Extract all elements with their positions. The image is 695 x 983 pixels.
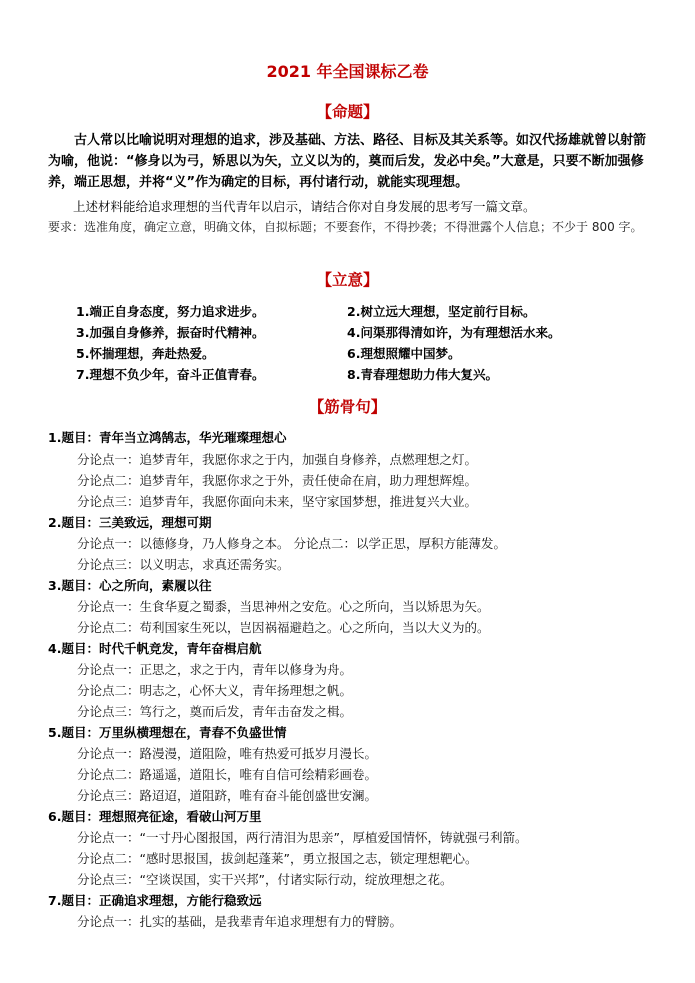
topic-heading-3: 3.题目：心之所向，素履以往: [48, 578, 212, 593]
idea-item-5: 5.怀揣理想，奔赴热爱。: [76, 346, 215, 361]
section-heading-jingu: 【筋骨句】: [308, 398, 387, 416]
topic-heading-6: 6.题目：理想照亮征途，看破山河万里: [48, 809, 262, 824]
idea-item-8: 8.青春理想助力伟大复兴。: [347, 367, 498, 382]
topic-point: 分论点三：笃行之，奠而后发，青年击奋发之楫。: [77, 704, 353, 719]
topic-point: 分论点二：“感时思报国，拔剑起蓬莱”，勇立报国之志，锁定理想靶心。: [77, 851, 478, 866]
topic-point: 分论点二：追梦青年，我愿你求之于外，责任使命在肩，助力理想辉煌。: [77, 473, 478, 488]
prompt-paragraph-2: 上述材料能给追求理想的当代青年以启示，请结合你对自身发展的思考写一篇文章。: [73, 199, 536, 214]
page-title: 2021 年全国课标乙卷: [266, 62, 429, 81]
idea-item-1: 1.端正自身态度，努力追求进步。: [76, 304, 265, 319]
topic-point: 分论点二：苟利国家生死以，岂因祸福避趋之。心之所向，当以大义为的。: [77, 620, 490, 635]
prompt-paragraph-1: 古人常以比喻说明对理想的追求，涉及基础、方法、路径、目标及其关系等。如汉代扬雄就曾以射箭为喻，他说：“修身以为弓，矫思以为矢，立义以为的，奠而后发，发必中矣。”大意是，只要不断加强修养，端正思想，并将“义”作为确定的目标，再付诸行动，就能实现理想。: [48, 133, 647, 190]
topic-point: 分论点一：生食华夏之蜀黍，当思神州之安危。心之所向，当以矫思为矢。: [77, 599, 490, 614]
topic-heading-7: 7.题目：正确追求理想，方能行稳致远: [48, 893, 262, 908]
topic-point: 分论点三：追梦青年，我愿你面向未来，坚守家国梦想，推进复兴大业。: [77, 494, 478, 509]
topic-point: 分论点三：“空谈误国，实干兴邦”，付诸实际行动，绽放理想之花。: [77, 872, 453, 887]
section-heading-liyi: 【立意】: [316, 271, 379, 289]
topic-point: 分论点一：扎实的基础，是我辈青年追求理想有力的臂膀。: [77, 914, 403, 929]
topic-heading-1: 1.题目：青年当立鸿鹄志，华光璀璨理想心: [48, 430, 287, 445]
topic-point: 分论点一：路漫漫，道阻险，唯有热爱可抵岁月漫长。: [77, 746, 378, 761]
topic-heading-5: 5.题目：万里纵横理想在，青春不负盛世情: [48, 725, 287, 740]
idea-item-2: 2.树立远大理想，坚定前行目标。: [347, 304, 536, 319]
topic-point: 分论点三：以义明志，求真还需务实。: [77, 557, 290, 572]
topic-point: 分论点一：正思之，求之于内，青年以修身为舟。: [77, 662, 353, 677]
idea-item-3: 3.加强自身修养，振奋时代精神。: [76, 325, 265, 340]
topic-heading-4: 4.题目：时代千帆竞发，青年奋楫启航: [48, 641, 262, 656]
topic-point: 分论点三：路迢迢，道阻跻，唯有奋斗能创盛世安澜。: [77, 788, 378, 803]
idea-item-6: 6.理想照耀中国梦。: [347, 346, 461, 361]
topic-heading-2: 2.题目：三美致远，理想可期: [48, 515, 212, 530]
topic-point: 分论点一：追梦青年，我愿你求之于内，加强自身修养，点燃理想之灯。: [77, 452, 478, 467]
prompt-requirements: 要求：选准角度，确定立意，明确文体，自拟标题；不要套作，不得抄袭；不得泄露个人信息；不少于 800 字。: [48, 220, 643, 234]
topic-point: 分论点一：“一寸丹心图报国，两行清泪为思亲”，厚植爱国情怀，铸就强弓利箭。: [77, 830, 528, 845]
section-heading-mingti: 【命题】: [316, 103, 379, 121]
topic-point: 分论点二：明志之，心怀大义，青年扬理想之帆。: [77, 683, 353, 698]
topic-point: 分论点一：以德修身，乃人修身之本。 分论点二：以学正思，厚积方能薄发。: [77, 536, 506, 551]
topic-point: 分论点二：路遥遥，道阻长，唯有自信可绘精彩画卷。: [77, 767, 378, 782]
idea-item-4: 4.问渠那得清如许，为有理想活水来。: [347, 325, 561, 340]
idea-item-7: 7.理想不负少年，奋斗正值青春。: [76, 367, 265, 382]
